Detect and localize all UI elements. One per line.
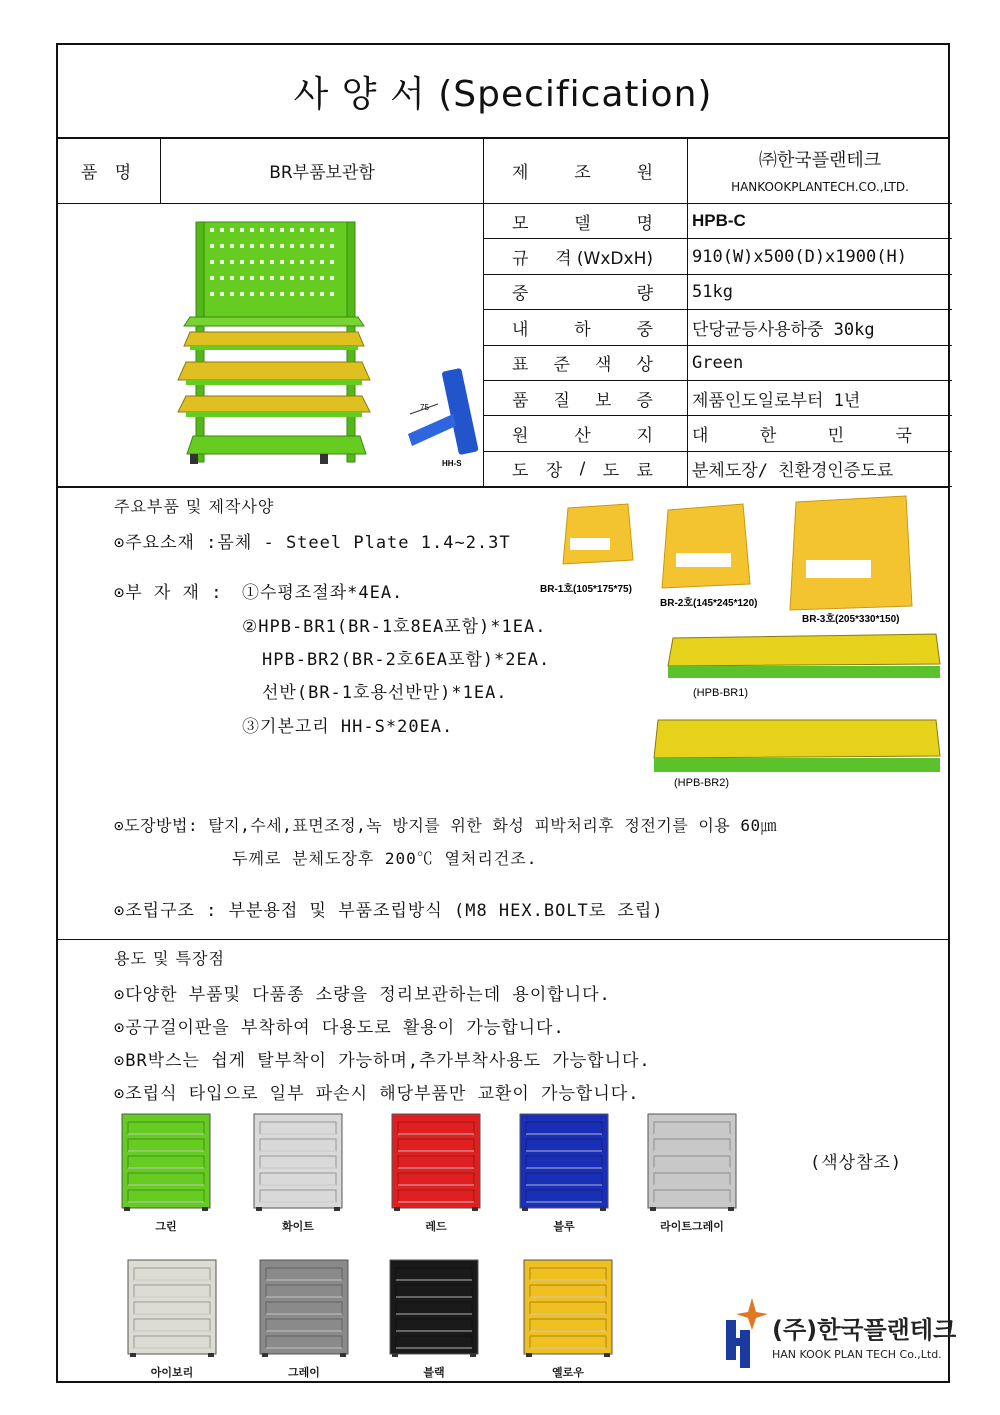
logo-mark-icon bbox=[718, 1290, 778, 1370]
sub-material-1: ①수평조절좌*4EA. bbox=[242, 583, 404, 603]
swatch-label-1: 화이트 bbox=[282, 1220, 314, 1233]
hook-dimension: 75 bbox=[420, 402, 429, 412]
hpb-br1-label: (HPB-BR1) bbox=[693, 687, 749, 699]
top-shelf bbox=[184, 317, 364, 326]
usage-item-1: ⊙다양한 부품및 다품종 소량을 정리보관하는데 용이합니다. bbox=[114, 985, 611, 1005]
spec-value-0: HPB-C bbox=[688, 204, 952, 239]
hpb-br2-label: (HPB-BR2) bbox=[674, 777, 730, 789]
br1-label: BR-1호(105*175*75) bbox=[540, 584, 632, 595]
usage-section bbox=[58, 939, 957, 1385]
shelf-swatch-6 bbox=[256, 1258, 352, 1358]
shelf-swatch-1 bbox=[250, 1112, 346, 1212]
hpb-br1-tray bbox=[668, 634, 940, 678]
maker-name: ㈜한국플랜테크 bbox=[758, 150, 882, 171]
shelf-swatch-5 bbox=[124, 1258, 220, 1358]
br2-bin bbox=[662, 504, 750, 588]
swatch-label-7: 블랙 bbox=[423, 1366, 445, 1379]
hpb-br2-tray bbox=[654, 720, 940, 772]
shelf-swatch-7 bbox=[386, 1258, 482, 1358]
spec-value-5: 제품인도일로부터 1년 bbox=[688, 381, 952, 416]
br2-label: BR-2호(145*245*120) bbox=[660, 598, 758, 609]
shelf-swatch-3 bbox=[516, 1112, 612, 1212]
company-logo bbox=[718, 1290, 957, 1370]
spec-label-1: 규 격 (WxDxH) bbox=[484, 239, 688, 274]
bin-row-3 bbox=[178, 396, 370, 417]
swatch-label-2: 레드 bbox=[425, 1220, 447, 1233]
material-line: ⊙주요소재 :몸체 - Steel Plate 1.4~2.3T bbox=[114, 533, 511, 553]
right-wheel bbox=[320, 454, 328, 464]
spec-label-7: 도 장 / 도 료 bbox=[484, 452, 688, 487]
usage-item-2: ⊙공구걸이판을 부착하여 다용도로 활용이 가능합니다. bbox=[114, 1018, 565, 1038]
maker-name-en: HANKOOKPLANTECH.CO.,LTD. bbox=[731, 180, 909, 194]
swatch-label-3: 블루 bbox=[553, 1220, 575, 1233]
assembly-line: ⊙조립구조 : 부분용접 및 부품조립방식 (M8 HEX.BOLT로 조립) bbox=[114, 901, 664, 921]
paint-method-1: ⊙도장방법: 탈지,수세,표면조정,녹 방지를 위한 화성 피박처리후 정전기를 이용 60㎛ bbox=[114, 816, 778, 835]
bin-row-2 bbox=[178, 362, 370, 385]
spec-value-4: Green bbox=[688, 346, 952, 381]
spec-label-3: 내 하 중 bbox=[484, 310, 688, 345]
hook-name: HH-S bbox=[442, 458, 462, 468]
item-value: BR부품보관함 bbox=[161, 137, 484, 204]
paint-method-2: 두께로 분체도장후 200℃ 열처리건조. bbox=[232, 849, 538, 868]
br3-bin bbox=[790, 496, 912, 610]
product-illustration bbox=[58, 204, 483, 487]
parts-heading: 주요부품 및 제작사양 bbox=[114, 497, 275, 516]
spec-value-6: 대 한 민 국 bbox=[688, 416, 952, 451]
spec-sheet bbox=[56, 43, 957, 1383]
sub-material-3: HPB-BR2(BR-2호6EA포함)*2EA. bbox=[262, 650, 551, 670]
page-title: 사 양 서 (Specification) bbox=[58, 45, 948, 139]
shelf-swatch-0 bbox=[118, 1112, 214, 1212]
sub-materials-label: ⊙부 자 재 : bbox=[114, 583, 223, 603]
left-wheel bbox=[190, 454, 198, 464]
spec-value-2: 51kg bbox=[688, 275, 952, 310]
shelf-swatch-4 bbox=[644, 1112, 740, 1212]
usage-item-3: ⊙BR박스는 쉽게 탈부착이 가능하며,추가부착사용도 가능합니다. bbox=[114, 1051, 651, 1071]
spec-label-4: 표 준 색 상 bbox=[484, 346, 688, 381]
spec-value-3: 단당균등사용하중 30kg bbox=[688, 310, 952, 345]
item-label: 품 명 bbox=[58, 137, 161, 204]
swatch-label-4: 라이트그레이 bbox=[660, 1220, 724, 1233]
hook-illustration bbox=[408, 367, 479, 454]
br1-bin bbox=[563, 504, 633, 564]
logo-en: HAN KOOK PLAN TECH Co.,Ltd. bbox=[772, 1348, 942, 1361]
sub-material-2: ②HPB-BR1(BR-1호8EA포함)*1EA. bbox=[242, 617, 547, 637]
shelf-swatch-8 bbox=[520, 1258, 616, 1358]
swatch-label-0: 그린 bbox=[155, 1220, 177, 1233]
sub-material-4: 선반(BR-1호용선반만)*1EA. bbox=[262, 683, 508, 703]
spec-label-2: 중 량 bbox=[484, 275, 688, 310]
spec-value-7: 분체도장/ 친환경인증도료 bbox=[688, 452, 952, 487]
bin-row-1 bbox=[184, 332, 364, 350]
swatch-label-6: 그레이 bbox=[288, 1366, 320, 1379]
spec-label-0: 모 델 명 bbox=[484, 204, 688, 239]
logo-kr: (주)한국플랜테크 bbox=[772, 1316, 957, 1344]
spec-label-6: 원 산 지 bbox=[484, 416, 688, 451]
color-note: (색상참조) bbox=[810, 1153, 903, 1173]
product-image-cell bbox=[58, 204, 484, 487]
spec-label-5: 품 질 보 증 bbox=[484, 381, 688, 416]
swatch-label-8: 옐로우 bbox=[552, 1366, 584, 1379]
shelf-swatch-2 bbox=[388, 1112, 484, 1212]
base-tray bbox=[187, 436, 366, 454]
bins-illustration bbox=[528, 488, 948, 808]
parts-section bbox=[58, 487, 948, 939]
maker-label: 제 조 원 bbox=[484, 137, 688, 204]
swatch-label-5: 아이보리 bbox=[150, 1366, 194, 1379]
usage-heading: 용도 및 특장점 bbox=[114, 949, 225, 968]
maker-value bbox=[688, 137, 952, 204]
br3-label: BR-3호(205*330*150) bbox=[802, 614, 900, 625]
usage-item-4: ⊙조립식 타입으로 일부 파손시 해당부품만 교환이 가능합니다. bbox=[114, 1084, 640, 1104]
spec-value-1: 910(W)x500(D)x1900(H) bbox=[688, 239, 952, 274]
sub-material-5: ③기본고리 HH-S*20EA. bbox=[242, 717, 454, 737]
pegboard bbox=[203, 222, 348, 317]
